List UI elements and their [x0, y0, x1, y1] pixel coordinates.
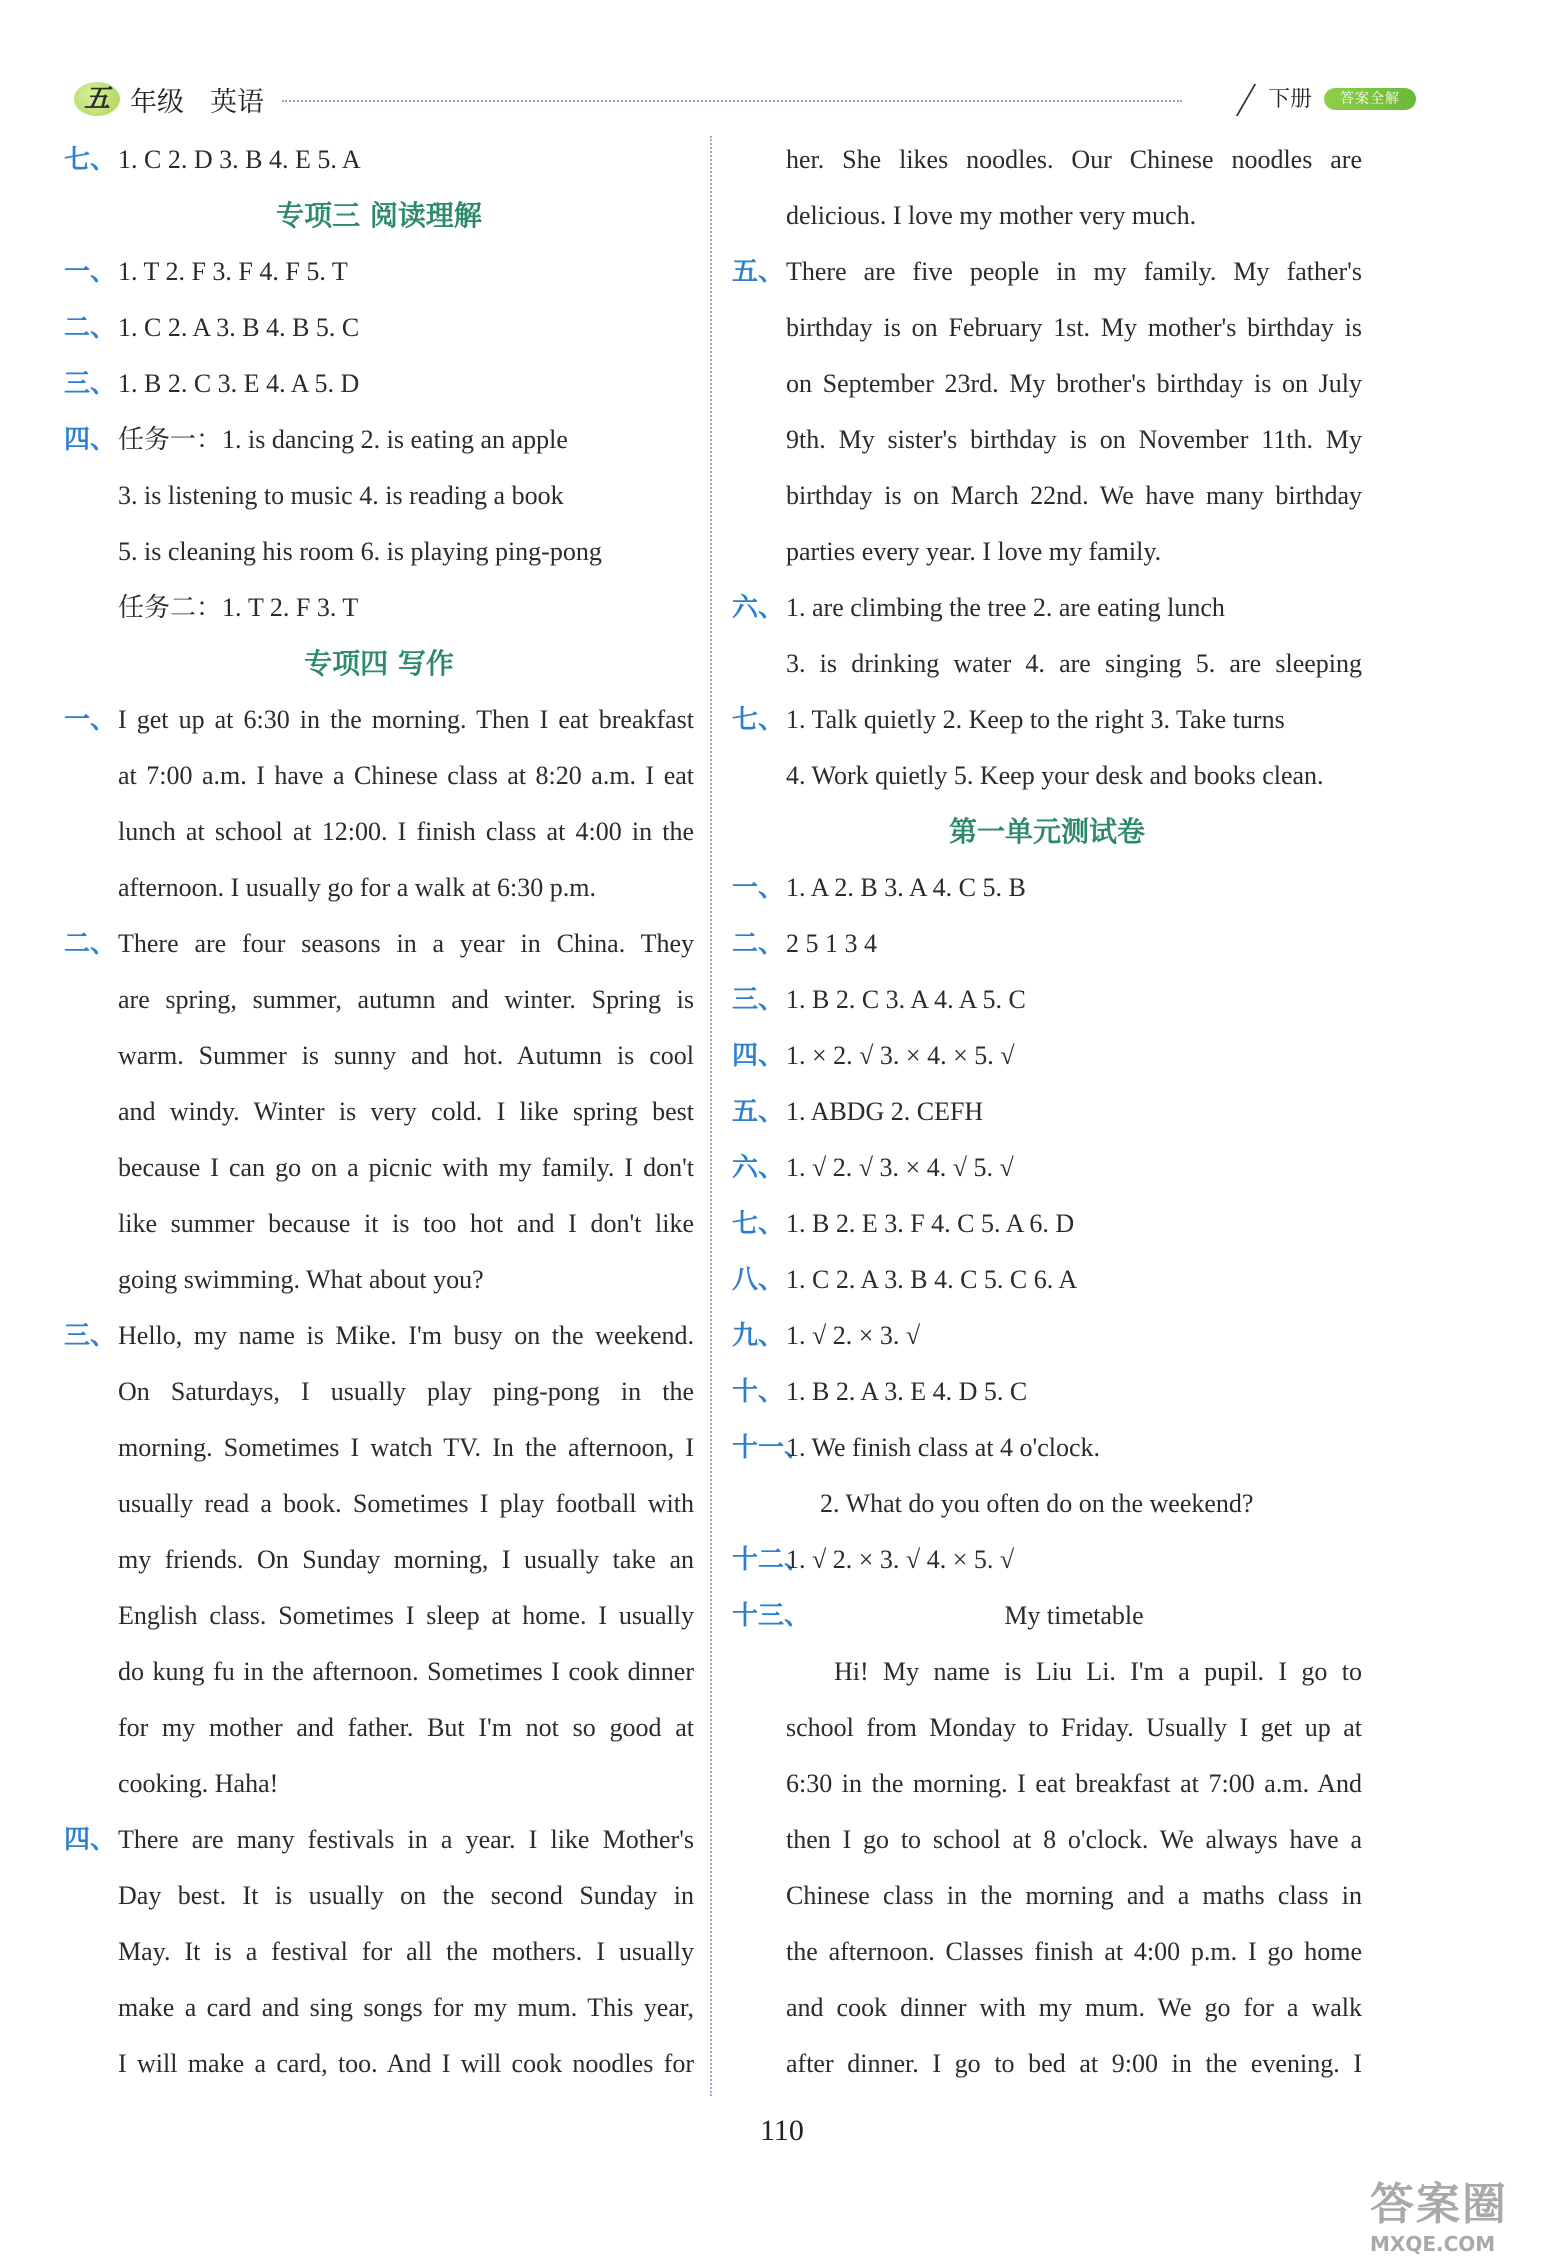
answer-line: 3. is listening to music 4. is reading a book [118, 481, 564, 510]
answer-line: do kung fu in the afternoon. Sometimes I cook dinner [118, 1657, 694, 1686]
question-number: 十、 [732, 1377, 785, 1407]
header-rule [282, 100, 1182, 102]
essay-title: My timetable [1004, 1601, 1144, 1630]
answer-line: 1. C 2. A 3. B 4. B 5. C [118, 313, 360, 342]
answer-line: 4. Work quietly 5. Keep your desk and books clean. [786, 761, 1324, 790]
answer-line: On Saturdays, I usually play ping-pong in the [118, 1377, 694, 1406]
volume-label: 下册 [1268, 87, 1313, 112]
answer-line: 1. are climbing the tree 2. are eating lunch [786, 593, 1225, 622]
answer-line: 1. × 2. √ 3. × 4. × 5. √ [786, 1041, 1015, 1070]
header-slash [1236, 84, 1256, 116]
answer-line: like summer because it is too hot and I don't like [118, 1209, 694, 1238]
question-number: 七、 [732, 705, 785, 735]
answer-line: delicious. I love my mother very much. [786, 201, 1197, 230]
answer-line: 5. is cleaning his room 6. is playing ping-pong [118, 537, 602, 566]
answer-line: after dinner. I go to bed at 9:00 in the evening. I [786, 2049, 1362, 2078]
answer-line: 任务一：1. is dancing 2. is eating an apple [118, 425, 568, 454]
question-number: 二、 [64, 313, 117, 343]
answer-line: birthday is on March 22nd. We have many birthday [786, 481, 1362, 510]
question-number: 十二、 [732, 1545, 811, 1575]
question-number: 六、 [732, 1153, 785, 1183]
answer-line: the afternoon. Classes finish at 4:00 p.m. I go home [786, 1937, 1362, 1966]
page-header [62, 76, 1400, 126]
answer-line: 1. Talk quietly 2. Keep to the right 3. Take turns [786, 705, 1285, 734]
answer-line: I will make a card, too. And I will cook noodles for [118, 2049, 694, 2078]
question-number: 八、 [732, 1265, 785, 1295]
answer-line: 1. B 2. C 3. E 4. A 5. D [118, 369, 360, 398]
answer-line: There are many festivals in a year. I like Mother's [118, 1825, 694, 1854]
question-number: 九、 [732, 1321, 785, 1351]
answer-line: English class. Sometimes I sleep at home. I usually [118, 1601, 694, 1630]
answer-line: 3. is drinking water 4. are singing 5. are sleeping [786, 649, 1362, 678]
answer-line: her. She likes noodles. Our Chinese noodles are [786, 145, 1362, 174]
answer-line: 1. ABDG 2. CEFH [786, 1097, 984, 1126]
answer-line: 1. √ 2. × 3. √ [786, 1321, 921, 1350]
answer-line: Hi! My name is Liu Li. I'm a pupil. I go to [834, 1657, 1362, 1686]
question-number: 五、 [732, 257, 785, 287]
answer-line: 1. B 2. C 3. A 4. A 5. C [786, 985, 1026, 1014]
answer-line: 6:30 in the morning. I eat breakfast at 7:00 a.m. And [786, 1769, 1362, 1798]
grade-badge: 五 [74, 82, 120, 116]
answer-line: lunch at school at 12:00. I finish class at 4:00 in the [118, 817, 694, 846]
question-number: 六、 [732, 593, 785, 623]
answer-line: make a card and sing songs for my mum. This year, [118, 1993, 694, 2022]
question-number: 三、 [64, 1321, 117, 1351]
question-number: 三、 [64, 369, 117, 399]
column-divider [710, 136, 712, 2096]
section-title: 专项三 阅读理解 [276, 199, 482, 232]
answer-line: 2 5 1 3 4 [786, 929, 877, 958]
section-title: 专项四 写作 [304, 647, 454, 680]
question-number: 一、 [64, 257, 117, 287]
question-number: 一、 [732, 873, 785, 903]
answer-line: I get up at 6:30 in the morning. Then I eat breakfast [118, 705, 694, 734]
question-number: 七、 [732, 1209, 785, 1239]
question-number: 二、 [732, 929, 785, 959]
answer-line: are spring, summer, autumn and winter. Spring is [118, 985, 694, 1014]
answer-line: usually read a book. Sometimes I play football with [118, 1489, 694, 1518]
question-number: 一、 [64, 705, 117, 735]
answer-line: 任务二：1. T 2. F 3. T [118, 593, 359, 622]
question-number: 十一、 [732, 1433, 811, 1463]
answer-line: Chinese class in the morning and a maths class in [786, 1881, 1362, 1910]
answer-line: on September 23rd. My brother's birthday is on July [786, 369, 1362, 398]
answer-line: 9th. My sister's birthday is on November 11th. My [786, 425, 1362, 454]
answer-line: There are five people in my family. My father's [786, 257, 1362, 286]
answer-line: my friends. On Sunday morning, I usually take an [118, 1545, 694, 1574]
question-number: 三、 [732, 985, 785, 1015]
page-number: 110 [760, 2114, 804, 2147]
answer-line: 1. B 2. E 3. F 4. C 5. A 6. D [786, 1209, 1075, 1238]
watermark-bottom: MXQE.COM [1370, 2232, 1496, 2256]
answer-line: 1. C 2. D 3. B 4. E 5. A [118, 145, 361, 174]
watermark-logo [1370, 2168, 1550, 2254]
question-number: 二、 [64, 929, 117, 959]
grade-label: 年级 [130, 87, 184, 118]
answer-line: 1. We finish class at 4 o'clock. [786, 1433, 1101, 1462]
answer-line: warm. Summer is sunny and hot. Autumn is cool [118, 1041, 694, 1070]
answer-line: because I can go on a picnic with my family. I don't [118, 1153, 694, 1182]
question-number: 七、 [64, 145, 117, 175]
answer-line: and windy. Winter is very cold. I like spring best [118, 1097, 694, 1126]
question-number: 四、 [64, 1825, 117, 1855]
answer-line: then I go to school at 8 o'clock. We always have a [786, 1825, 1362, 1854]
answer-badge: 答案全解 [1324, 88, 1416, 110]
answer-line: morning. Sometimes I watch TV. In the afternoon, I [118, 1433, 694, 1462]
answer-line: cooking. Haha! [118, 1769, 279, 1798]
subject-label: 英语 [210, 87, 264, 118]
answer-line: parties every year. I love my family. [786, 537, 1162, 566]
question-number: 五、 [732, 1097, 785, 1127]
question-number: 四、 [732, 1041, 785, 1071]
answer-line: 1. T 2. F 3. F 4. F 5. T [118, 257, 348, 286]
answer-line: Day best. It is usually on the second Sunday in [118, 1881, 694, 1910]
answer-line: going swimming. What about you? [118, 1265, 484, 1294]
answer-line: school from Monday to Friday. Usually I get up at [786, 1713, 1362, 1742]
answer-line: 1. √ 2. × 3. √ 4. × 5. √ [786, 1545, 1015, 1574]
answer-line: Hello, my name is Mike. I'm busy on the weekend. [118, 1321, 694, 1350]
question-number: 十三、 [732, 1601, 811, 1631]
answer-line: 1. C 2. A 3. B 4. C 5. C 6. A [786, 1265, 1078, 1294]
answer-line: for my mother and father. But I'm not so good at [118, 1713, 694, 1742]
answer-line: birthday is on February 1st. My mother's birthday is [786, 313, 1362, 342]
answer-line: afternoon. I usually go for a walk at 6:30 p.m. [118, 873, 596, 902]
answer-line: and cook dinner with my mum. We go for a walk [786, 1993, 1362, 2022]
section-title: 第一单元测试卷 [948, 815, 1145, 848]
question-number: 四、 [64, 425, 117, 455]
answer-line: There are four seasons in a year in China. They [118, 929, 694, 958]
answer-line: at 7:00 a.m. I have a Chinese class at 8:20 a.m. I eat [118, 761, 694, 790]
answer-line: 1. √ 2. √ 3. × 4. √ 5. √ [786, 1153, 1014, 1182]
answer-line: May. It is a festival for all the mothers. I usually [118, 1937, 694, 1966]
watermark-top: 答案圈 [1370, 2179, 1508, 2230]
answer-line: 2. What do you often do on the weekend? [820, 1489, 1254, 1518]
answer-line: 1. A 2. B 3. A 4. C 5. B [786, 873, 1026, 902]
answer-line: 1. B 2. A 3. E 4. D 5. C [786, 1377, 1028, 1406]
